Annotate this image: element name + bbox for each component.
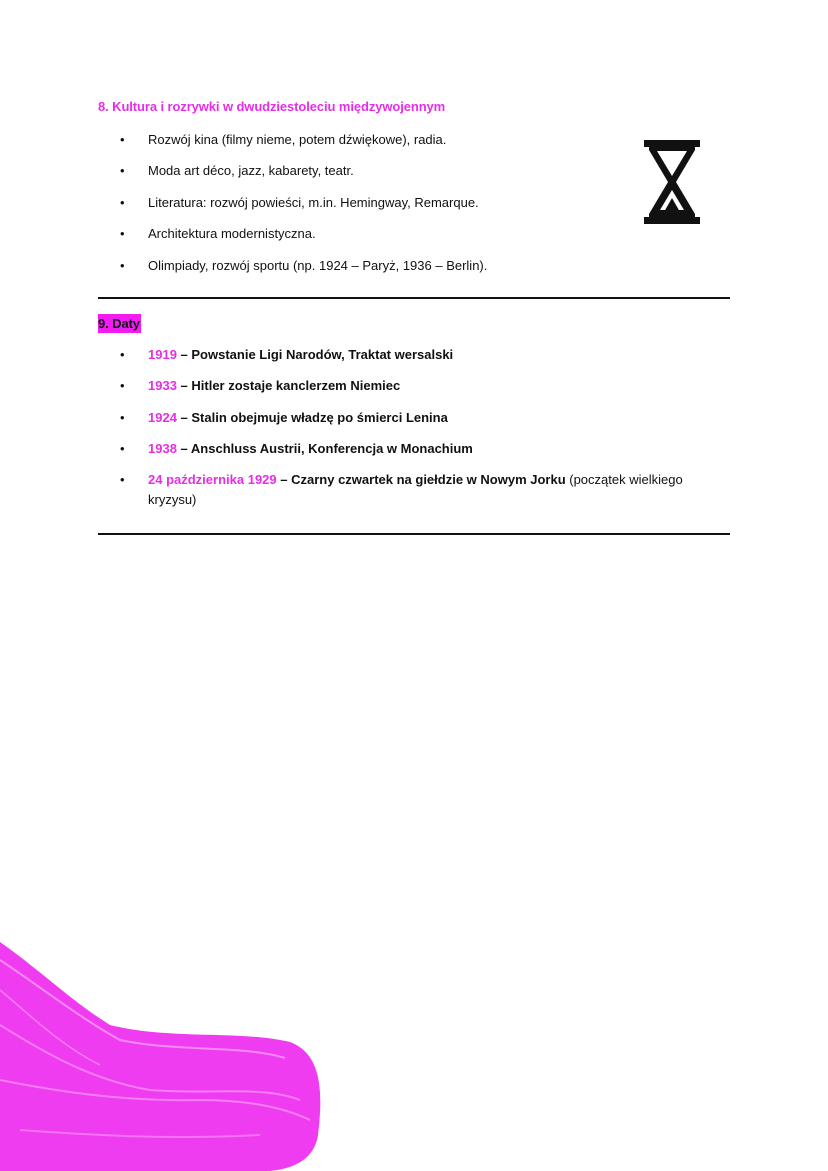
bullet: • <box>120 471 125 487</box>
date-item <box>98 344 718 375</box>
list-item-text: Moda art déco, jazz, kabarety, teatr. <box>148 163 354 179</box>
list-item-text: Architektura modernistyczna. <box>148 226 316 242</box>
separator: – <box>176 441 191 457</box>
bullet: • <box>120 132 125 147</box>
bullet: • <box>120 378 125 394</box>
separator: – <box>276 471 292 487</box>
bullet: • <box>120 409 125 425</box>
event-text: Anschluss Austrii, Konferencja w Monachium <box>190 441 473 457</box>
event-text: Powstanie Ligi Narodów, Traktat wersalski <box>191 347 454 362</box>
section-8-title: 8. Kultura i rozrywki w dwudziestoleciu międzywojennym <box>98 99 446 114</box>
list-item <box>98 192 718 223</box>
event-text: Hitler zostaje kanclerzem Niemiec <box>191 378 401 394</box>
list-item <box>98 160 718 191</box>
section-8-list <box>98 129 718 286</box>
list-item <box>98 223 718 254</box>
separator: – <box>176 347 192 362</box>
list-item <box>98 255 718 286</box>
date-item <box>98 470 718 510</box>
date-item <box>98 375 718 406</box>
bullet: • <box>120 163 125 179</box>
bullet: • <box>120 257 125 273</box>
section-9-list <box>98 344 718 510</box>
pink-brush-stroke <box>0 930 330 1171</box>
event-note: (początek wielkiego kryzysu) <box>148 471 683 507</box>
list-item-text: Olimpiady, rozwój sportu (np. 1924 – Paryż, 1936 – Berlin). <box>148 257 488 273</box>
date-label: 1938 <box>148 441 177 457</box>
bullet: • <box>120 441 125 457</box>
date-label: 1933 <box>148 378 177 394</box>
date-item <box>98 438 718 469</box>
section-9-title: 9. Daty <box>98 316 140 331</box>
horizontal-rule <box>98 533 730 535</box>
date-label: 1924 <box>148 409 177 425</box>
bullet: • <box>120 347 125 362</box>
date-label: 24 października 1929 <box>148 471 277 487</box>
list-item-text: Literatura: rozwój powieści, m.in. Hemingway, Remarque. <box>148 194 479 210</box>
list-item-text: Rozwój kina (filmy nieme, potem dźwiękowe), radia. <box>148 132 447 147</box>
bullet: • <box>120 194 125 210</box>
bullet: • <box>120 226 125 242</box>
event-text: Stalin obejmuje władzę po śmierci Lenina <box>191 409 448 425</box>
event-text: Czarny czwartek na giełdzie w Nowym Jorku <box>291 471 566 487</box>
separator: – <box>176 409 192 425</box>
date-item <box>98 407 718 438</box>
separator: – <box>176 378 192 394</box>
hourglass-icon <box>640 138 704 226</box>
horizontal-rule <box>98 297 730 299</box>
list-item <box>98 129 718 160</box>
date-label: 1919 <box>148 347 177 362</box>
